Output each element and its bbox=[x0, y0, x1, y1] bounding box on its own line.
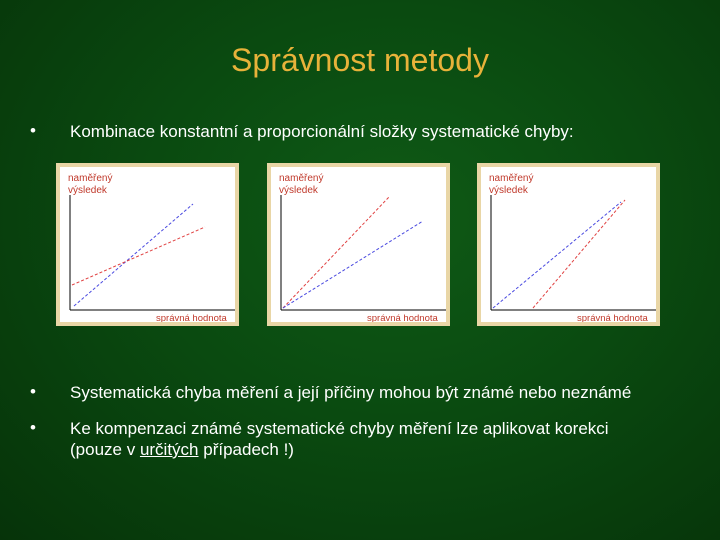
underlined-word: určitých bbox=[139, 440, 199, 459]
bullet-text-compensation bbox=[70, 418, 609, 460]
ylabel-line1: naměřený bbox=[279, 173, 324, 184]
xlabel: správná hodnota bbox=[367, 313, 438, 322]
bullet-text-systematic-error: Systematická chyba měření a její příčiny mohou být známé nebo neznámé bbox=[70, 383, 632, 402]
bullet-icon: • bbox=[30, 382, 36, 401]
bullet-icon: • bbox=[30, 418, 36, 437]
blue-line bbox=[74, 204, 193, 306]
red-line bbox=[72, 227, 205, 285]
xlabel: správná hodnota bbox=[577, 313, 648, 322]
graph-panel-2 bbox=[267, 163, 450, 326]
ylabel-line2: výsledek bbox=[68, 185, 107, 196]
line2-after: případech !) bbox=[198, 440, 294, 459]
bullet-text-combination: Kombinace konstantní a proporcionální složky systematické chyby: bbox=[70, 122, 574, 141]
xlabel: správná hodnota bbox=[156, 313, 227, 322]
ylabel-line2: výsledek bbox=[489, 185, 528, 196]
graph-panel-3 bbox=[477, 163, 660, 326]
line2-before: (pouze v bbox=[70, 440, 140, 459]
graph-panel-1 bbox=[56, 163, 239, 326]
ylabel-line1: naměřený bbox=[68, 173, 113, 184]
bullet-icon: • bbox=[30, 121, 36, 140]
red-line bbox=[533, 200, 625, 308]
slide-title: Správnost metody bbox=[231, 42, 489, 78]
blue-line bbox=[493, 202, 621, 308]
ylabel-line2: výsledek bbox=[279, 185, 318, 196]
ylabel-line1: naměřený bbox=[489, 173, 534, 184]
bullet-text-line1: Ke kompenzaci známé systematické chyby měření lze aplikovat korekci bbox=[70, 419, 609, 438]
bullet-text-line2 bbox=[70, 439, 609, 460]
